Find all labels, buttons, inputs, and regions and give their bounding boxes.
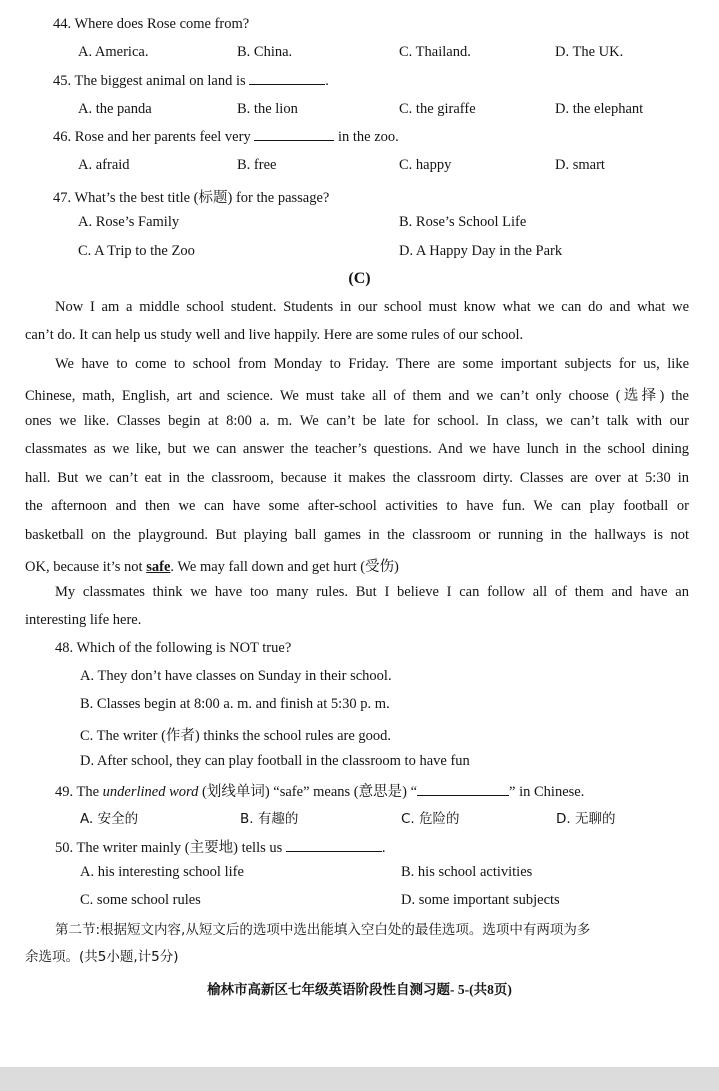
option-50-a: A. his interesting school life: [80, 864, 244, 880]
passage-line: hall. But we can’t eat in the classroom, because it makes the classroom dirty. Classes are over at 5:30 in: [25, 470, 689, 486]
passage-line: We have to come to school from Monday to Friday. There are some important subjects for us, like: [55, 356, 689, 372]
section-c-title: (C): [348, 270, 371, 287]
option-45-b: B. the lion: [237, 101, 298, 117]
question-50: 50. The writer mainly (主要地) tells us .: [55, 840, 386, 856]
option-46-c: C. happy: [399, 157, 452, 173]
option-47-a: A. Rose’s Family: [78, 214, 180, 230]
passage-line: basketball on the playground. But playing ball games in the classroom or running in the hallways is not: [25, 527, 689, 543]
passage-line: OK, because it’s not safe. We may fall down and get hurt (受伤): [25, 559, 399, 575]
underlined-word: safe: [146, 559, 171, 575]
option-47-d: D. A Happy Day in the Park: [399, 243, 563, 259]
option-50-c: C. some school rules: [80, 892, 201, 908]
question-49: 49. The underlined word (划线单词) “safe” means (意思是) “ ” in Chinese.: [55, 784, 585, 800]
option-44-b: B. China.: [237, 44, 293, 60]
option-44-c: C. Thailand.: [399, 44, 471, 60]
passage-line: Now I am a middle school student. Students in our school must know what we can do and what we: [55, 299, 689, 315]
option-49-c: C. 危险的: [401, 811, 460, 827]
option-45-d: D. the elephant: [555, 101, 644, 117]
option-46-b: B. free: [237, 157, 277, 173]
option-44-d: D. The UK.: [555, 44, 624, 60]
question-45: 45. The biggest animal on land is .: [53, 73, 329, 89]
passage-line: My classmates think we have too many rules. But I believe I can follow all of them and have an: [55, 584, 689, 600]
passage-line: classmates as we like, but we can answer the teacher’s questions. And we have lunch in the school dining: [25, 441, 689, 457]
option-49-d: D. 无聊的: [556, 811, 616, 827]
page-footer: 榆林市高新区七年级英语阶段性自测习题- 5-(共8页): [207, 982, 512, 997]
option-49-b: B. 有趣的: [240, 811, 299, 827]
question-44: 44. Where does Rose come from?: [53, 16, 250, 32]
section-2-instructions: 第二节:根据短文内容,从短文后的选项中选出能填入空白处的最佳选项。选项中有两项为多: [55, 922, 591, 938]
option-47-c: C. A Trip to the Zoo: [78, 243, 195, 259]
option-48-b: B. Classes begin at 8:00 a. m. and finish at 5:30 p. m.: [80, 696, 390, 712]
option-50-b: B. his school activities: [401, 864, 533, 880]
option-44-a: A. America.: [78, 44, 149, 60]
question-47: 47. What’s the best title (标题) for the passage?: [53, 190, 330, 206]
passage-line: ones we like. Classes begin at 8:00 a. m. We can’t be late for school. In class, we can’t talk with our: [25, 413, 689, 429]
option-45-a: A. the panda: [78, 101, 152, 117]
option-46-a: A. afraid: [78, 157, 130, 173]
section-2-instructions-cont: 余选项。(共5小题,计5分): [25, 949, 179, 965]
bottom-bar: [0, 1067, 719, 1091]
question-46: 46. Rose and her parents feel very in the zoo.: [53, 129, 399, 145]
option-48-c: C. The writer (作者) thinks the school rules are good.: [80, 728, 392, 744]
passage-line: the afternoon and then we can have some after-school activities to have fun. We can play football or: [25, 498, 689, 514]
passage-line: Chinese, math, English, art and science. We must take all of them and we can’t only choose (选择) the: [25, 388, 689, 404]
passage-line: interesting life here.: [25, 612, 142, 628]
option-50-d: D. some important subjects: [401, 892, 560, 908]
option-48-d: D. After school, they can play football in the classroom to have fun: [80, 753, 470, 769]
option-48-a: A. They don’t have classes on Sunday in their school.: [80, 668, 392, 684]
option-49-a: A. 安全的: [80, 811, 139, 827]
question-48: 48. Which of the following is NOT true?: [55, 640, 292, 656]
option-47-b: B. Rose’s School Life: [399, 214, 527, 230]
passage-line: can’t do. It can help us study well and live happily. Here are some rules of our school.: [25, 327, 524, 343]
option-45-c: C. the giraffe: [399, 101, 476, 117]
option-46-d: D. smart: [555, 157, 605, 173]
